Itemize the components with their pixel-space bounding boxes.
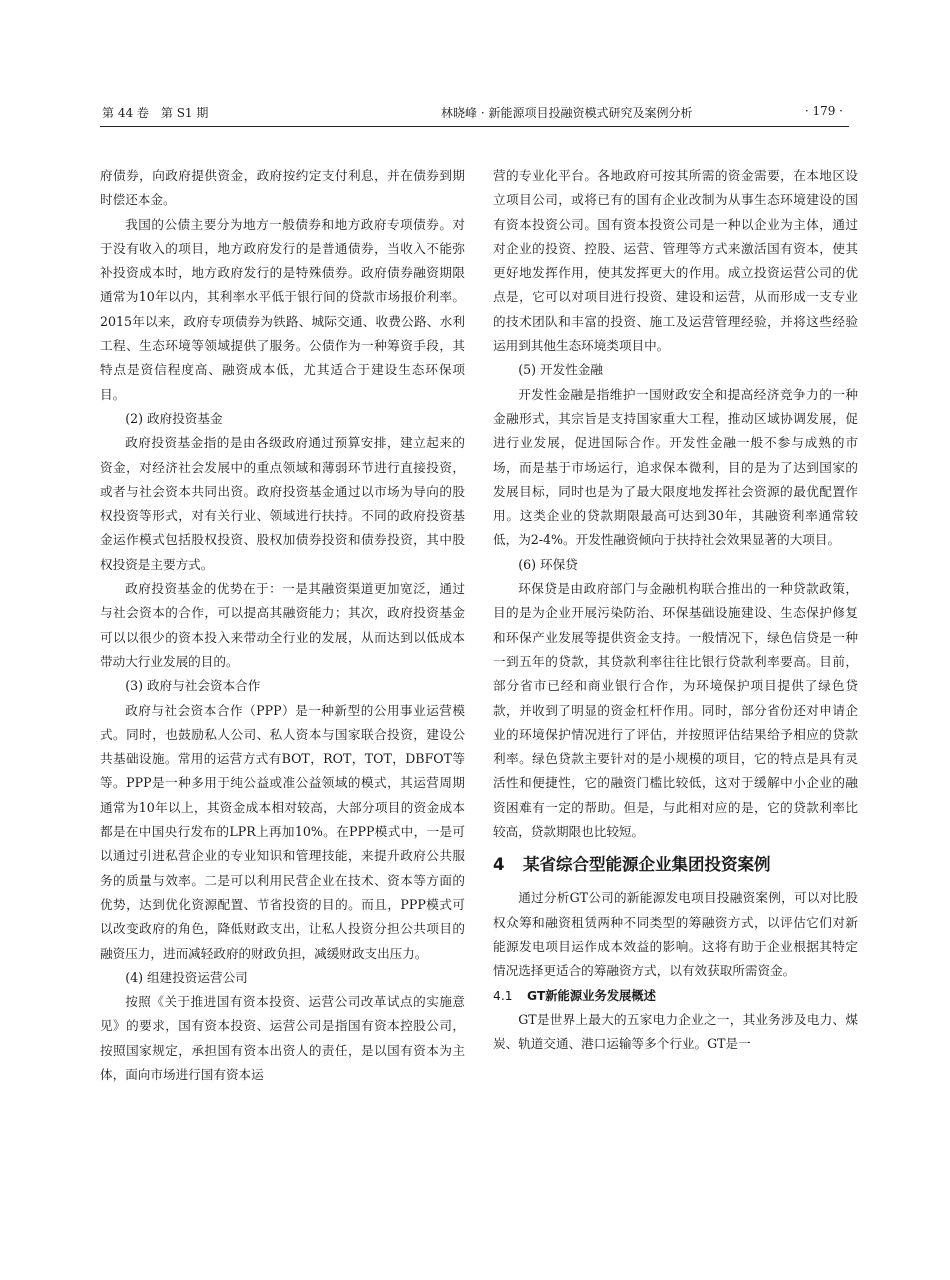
paragraph: 政府投资基金指的是由各级政府通过预算安排，建立起来的资金，对经济社会发展中的重点领域和薄弱环节进行直接投资，或者与社会资本共同出资。政府投资基金通过以市场为导向的股权投资等形式，对有关行业、领域进行扶持。不同的政府投资基金运作模式包括股权投资、股权加债券投资和债券投资，其中股权投资是主要方式。 bbox=[100, 435, 465, 572]
subheading: (5) 开发性金融 bbox=[518, 362, 603, 378]
running-title: 林晓峰 · 新能源项目投融资模式研究及案例分析 bbox=[441, 106, 693, 120]
subheading: (3) 政府与社会资本合作 bbox=[125, 678, 261, 694]
subsection-number: 4.1 bbox=[493, 988, 513, 1003]
paragraph: 环保贷是由政府部门与金融机构联合推出的一种贷款政策，目的是为企业开展污染防治、环保基础设施建设、生态保护修复和环保产业发展等提供资金支持。一般情况下，绿色信贷是一种一到五年的贷款，其贷款利率往往比银行贷款利率要高。目前，部分省市已经和商业银行合作，为环境保护项目提供了绿色贷款，并收到了明显的资金杠杆作用。同时，部分省份还对申请企业的环境保护情况进行了评估，并按照评估结果给予相应的贷款利率。绿色贷款主要针对的是小规模的项目，它的特点是具有灵活性和便捷性，它的融资门槛比较低，这对于缓解中小企业的融资困难有一定的帮助。但是，与此相对应的是，它的贷款利率比较高，贷款期限也比较短。 bbox=[493, 581, 858, 840]
subsection-heading bbox=[493, 984, 858, 1008]
left-column bbox=[100, 164, 465, 1087]
paragraph: GT是世界上最大的五家电力企业之一，其业务涉及电力、煤炭、轨道交通、港口运输等多个行业。GT是一 bbox=[493, 1011, 858, 1052]
right-column bbox=[493, 164, 858, 1056]
paragraph: 政府投资基金的优势在于：一是其融资渠道更加宽泛，通过与社会资本的合作，可以提高其融资能力；其次，政府投资基金可以以很少的资本投入来带动全行业的发展，从而达到以低成本带动大行业发展的目的。 bbox=[100, 581, 465, 669]
paragraph: 政府与社会资本合作（PPP）是一种新型的公用事业运营模式。同时，也鼓励私人公司、私人资本与国家联合投资，建设公共基础设施。常用的运营方式有BOT，ROT，TOT，DBFOT等等。PPP是一种多用于纯公益或准公益领域的模式，其运营周期通常为10年以上，其资金成本相对较高，大部分项目的资金成本都是在中国央行发布的LPR上再加10%。在PPP模式中，一是可以通过引进私营企业的专业知识和管理技能，来提升政府公共服务的质量与效率。二是可以利用民营企业在技术、资本等方面的优势，达到优化资源配置、节省投资的目的。而且，PPP模式可以改变政府的角色，降低财政支出，让私人投资分担公共项目的融资压力，进而减轻政府的财政负担，减缓财政支出压力。 bbox=[100, 702, 465, 961]
paragraph: 开发性金融是指维护一国财政安全和提高经济竞争力的一种金融形式，其宗旨是支持国家重大工程，推动区域协调发展，促进行业发展，促进国际合作。开发性金融一般不参与成熟的市场，而是基于市场运行，追求保本微利，目的是为了达到国家的发展目标，同时也是为了最大限度地发挥社会资源的最优配置作用。这类企业的贷款期限最高可达到30年，其融资利率通常较低，为2-4%。开发性融资倾向于扶持社会效果显著的大项目。 bbox=[493, 386, 858, 548]
section-title: 某省综合型能源企业集团投资案例 bbox=[523, 855, 771, 875]
paragraph: 通过分析GT公司的新能源发电项目投融资案例，可以对比股权众筹和融资租赁两种不同类型的筹融资方式，以评估它们对新能源发电项目运作成本效益的影响。这将有助于企业根据其特定情况选择更适合的筹融资方式，以有效获取所需资金。 bbox=[493, 890, 858, 979]
subsection-title: GT新能源业务发展概述 bbox=[527, 988, 656, 1003]
paragraph: 按照《关于推进国有资本投资、运营公司改革试点的实施意见》的要求，国有资本投资、运营公司是指国有资本控股公司，按照国家规定，承担国有资本出资人的责任，是以国有资本为主体，面向市场进行国有资本运 bbox=[100, 994, 465, 1082]
section-heading bbox=[493, 849, 858, 881]
page-number: · 179 · bbox=[804, 104, 843, 118]
paragraph: 府债券，向政府提供资金，政府按约定支付利息，并在债券到期时偿还本金。 bbox=[100, 168, 465, 208]
paragraph: 我国的公债主要分为地方一般债券和地方政府专项债券。对于没有收入的项目，地方政府发行的是普通债券，当收入不能弥补投资成本时，地方政府发行的是特殊债券。政府债券融资期限通常为10年以内，其利率水平低于银行间的贷款市场报价利率。2015年以来，政府专项债券为铁路、城际交通、收费公路、水利工程、生态环境等领域提供了服务。公债作为一种筹资手段，其特点是资信程度高、融资成本低，尤其适合于建设生态环保项目。 bbox=[100, 216, 465, 402]
volume-issue: 第 44 卷 第 S1 期 bbox=[102, 106, 209, 120]
subheading: (4) 组建投资运营公司 bbox=[125, 969, 248, 985]
running-header bbox=[100, 100, 849, 127]
paragraph: 营的专业化平台。各地政府可按其所需的资金需要，在本地区设立项目公司，或将已有的国有企业改制为从事生态环境建设的国有资本投资公司。国有资本投资公司是一种以企业为主体，通过对企业的投资、控股、运营、管理等方式来激活国有资本，使其更好地发挥作用，使其发挥更大的作用。成立投资运营公司的优点是，它可以对项目进行投资、建设和运营，从而形成一支专业的技术团队和丰富的投资、施工及运营管理经验，并将这些经验运用到其他生态环境类项目中。 bbox=[493, 168, 858, 354]
subheading: (6) 环保贷 bbox=[518, 556, 578, 572]
section-number: 4 bbox=[493, 855, 505, 875]
subheading: (2) 政府投资基金 bbox=[125, 410, 223, 426]
